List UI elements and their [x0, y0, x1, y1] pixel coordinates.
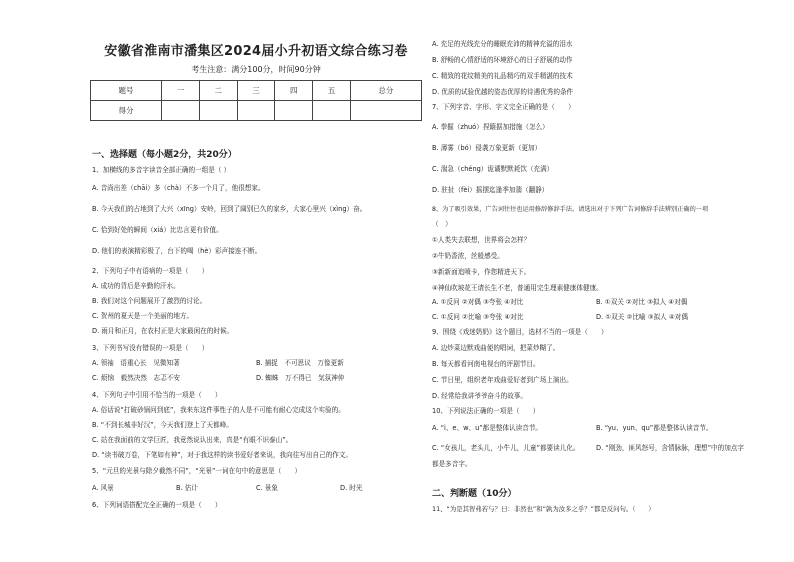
- score-header-cell: 二: [199, 81, 237, 101]
- score-table-score-row: [91, 101, 422, 121]
- question-8-stem-paren: （ ）: [432, 220, 452, 228]
- question-9-option-c: C. 节日里，组织老年戏曲爱好者到广场上演出。: [432, 376, 573, 384]
- question-8-item-1: ①人类失去联想，世界将会怎样？: [432, 236, 531, 244]
- question-10-option-a: A. “i、e、w、u”都是整体认读音节。: [432, 424, 543, 432]
- score-table: [90, 80, 422, 121]
- question-3-option-b: B. 捕捉 不可思议 万像更新: [256, 359, 344, 367]
- score-header-cell: 四: [275, 81, 313, 101]
- question-4-option-d: D. “读书破万卷，下笔如有神”，对于我这样的读书爱好者来说，我向往写出自己的作文。: [92, 451, 353, 459]
- question-10-option-d: D. “刚劲，匪风怒号，含情脉脉，理想”中的加点字: [596, 444, 744, 452]
- question-7-stem: 7、下列字音、字形、字义完全正确的是（ ）: [432, 103, 575, 111]
- question-1-stem: 1、加横线的多音字读音全部正确的一组是（ ）: [92, 166, 231, 174]
- question-4-option-b: B. “不到长城非好汉”，今天我们登上了天都峰。: [92, 421, 233, 429]
- question-8-option-b: B. ①双关 ②对比 ③拟人 ④对偶: [596, 298, 688, 306]
- exam-notice: 考生注意：满分100分，时间90分钟: [191, 65, 321, 74]
- question-9-option-a: A. 边炒菜边默戏曲便的唱词，把菜炒糊了。: [432, 344, 560, 352]
- question-1-option-b: B. 今天我们的占地到了大兴（xīng）安岭，回到了阔别已久的家乡，大家心里兴（xìng）奋。: [92, 205, 367, 213]
- score-cell[interactable]: [275, 101, 313, 121]
- question-1-option-c: C. 恰到好处的瞬间（xiá）比忠言更有价值。: [92, 226, 223, 234]
- question-4-stem: 4、下列句子中引用不恰当的一项是（ ）: [92, 391, 222, 399]
- question-6-option-c: C. 精致的花纹精美的礼品精巧的双手精湛的技术: [432, 72, 573, 80]
- question-6-option-d: D. 优质的试验优越的姿态优厚的待遇优秀的条件: [432, 88, 574, 96]
- score-row-label: 得分: [91, 101, 162, 121]
- question-5-stem: 5、“元旦的光景与除夕截然不同”，“光景”一词在句中的意思是（ ）: [92, 467, 302, 475]
- question-6-option-a: A. 充足的光线充分的睡眠充沛的精神充溢的泪水: [432, 40, 573, 48]
- question-10-option-c: C. “女孩儿，老头儿，小牛儿，儿童”都要读儿化。: [432, 444, 580, 452]
- question-3-option-a: A. 领袖 语重心长 见微知著: [92, 359, 180, 367]
- page-title: 安徽省淮南市潘集区2024届小升初语文综合练习卷: [104, 44, 408, 59]
- question-10-stem: 10、下列说法正确的一项是（ ）: [432, 407, 540, 415]
- question-1-option-a: A. 音尚出差（chāi）多（chà）不多一个月了，他很想家。: [92, 184, 265, 192]
- question-4-option-c: C. 站在我面前的文学巨匠，我竟然说认出来，真是“有眼不识泰山”。: [92, 436, 293, 444]
- score-cell[interactable]: [199, 101, 237, 121]
- question-1-option-d: D. 他们的表演精彩极了，台下的喝（hè）彩声接连不断。: [92, 247, 262, 255]
- question-3-stem: 3、下列书写没有错误的一项是（ ）: [92, 344, 209, 352]
- question-5-option-d: D. 时光: [340, 484, 363, 492]
- question-6-stem: 6、下列词语搭配完全正确的一项是（ ）: [92, 501, 222, 509]
- question-7-option-b: B. 薄雾（bó）侵袭万象更新（更加）: [432, 144, 542, 152]
- question-7-option-d: D. 驻扯（fèi）摇摆迄逢季加翡（翻静）: [432, 186, 549, 194]
- question-8-option-a: A. ①反问 ②对偶 ③夸张 ④对比: [432, 298, 524, 306]
- question-8-item-4: ④神仙吹坡花王请长生不老，普通用完生理素健康体健康。: [432, 284, 603, 292]
- question-3-option-d: D. 蜘蛛 万不得已 気氛神仲: [256, 374, 345, 382]
- score-header-cell: 总分: [350, 81, 421, 101]
- question-2-option-b: B. 我们对这个问题展开了激烈的讨论。: [92, 297, 207, 305]
- question-7-option-c: C. 湍急（chéng）诡谲默默耗饮（充满）: [432, 165, 554, 173]
- score-table-header-row: [91, 81, 422, 101]
- question-8-option-c: C. ①反问 ②比喻 ③夸张 ④对比: [432, 313, 524, 321]
- question-6-option-b: B. 舒畅的心情舒适的环境舒心的日子舒展的动作: [432, 56, 573, 64]
- question-9-stem: 9、围绕《戏迷奶奶》这个题目，选材不当的一项是（ ）: [432, 328, 608, 336]
- question-8-item-2: ②牛奶香浓，丝般感受。: [432, 252, 504, 260]
- question-11-stem: 11、“为是其智弗若与？曰：非然也”和“孰为汝多之乎？”都是反问句。（ ）: [432, 505, 655, 513]
- question-5-option-c: C. 景象: [256, 484, 278, 492]
- score-cell[interactable]: [313, 101, 351, 121]
- question-3-option-c: C. 烦恼 毅然决然 志忑不安: [92, 374, 180, 382]
- question-9-option-d: D. 经常给我讲爷爷奋斗的故事。: [432, 392, 527, 400]
- question-2-stem: 2、下列句子中有语病的一项是（ ）: [92, 267, 209, 275]
- question-8-option-d: D. ①双关 ②比喻 ③拟人 ④对偶: [596, 313, 688, 321]
- score-header-cell: 一: [162, 81, 200, 101]
- score-header-cell: 三: [237, 81, 275, 101]
- section-heading-judge: 二、判断题（10分）: [432, 489, 517, 499]
- score-header-cell: 题号: [91, 81, 162, 101]
- question-2-option-c: C. 贺州的夏天是一个美丽的地方。: [92, 312, 194, 320]
- question-9-option-b: B. 每天都看河南电视台的评剧节目。: [432, 360, 540, 368]
- question-10-option-d-cont: 都是多音字。: [432, 460, 472, 468]
- question-2-option-d: D. 雨月和正月，在农村正是大家最闲在的时候。: [92, 327, 234, 335]
- score-cell[interactable]: [162, 101, 200, 121]
- section-heading-choice: 一、选择题（每小题2分，共20分）: [92, 150, 237, 160]
- score-cell[interactable]: [350, 101, 421, 121]
- question-2-option-a: A. 成功的背后是辛勤的汗水。: [92, 282, 180, 290]
- score-cell[interactable]: [237, 101, 275, 121]
- question-8-item-3: ③新新面追喷卡，作您精进天下。: [432, 268, 531, 276]
- question-4-option-a: A. 俗话说“打破砂锅问到底”，我来东这件事性子的人是不可能有耐心完成这个实验的。: [92, 406, 345, 414]
- score-header-cell: 五: [313, 81, 351, 101]
- question-5-option-b: B. 估计: [176, 484, 198, 492]
- question-5-option-a: A. 风景: [92, 484, 114, 492]
- question-8-stem: 8、为了吸引效果，广告词往往也运用修辞修辞手法。请选出对于下列广告词修辞手法辨别正确的一项: [432, 206, 709, 213]
- question-7-option-a: A. 拳掘（zhuó）捏簸据加措施（怎么）: [432, 123, 549, 131]
- question-10-option-b: B. “yu、yun、qu”都是整体认读音节。: [596, 424, 713, 432]
